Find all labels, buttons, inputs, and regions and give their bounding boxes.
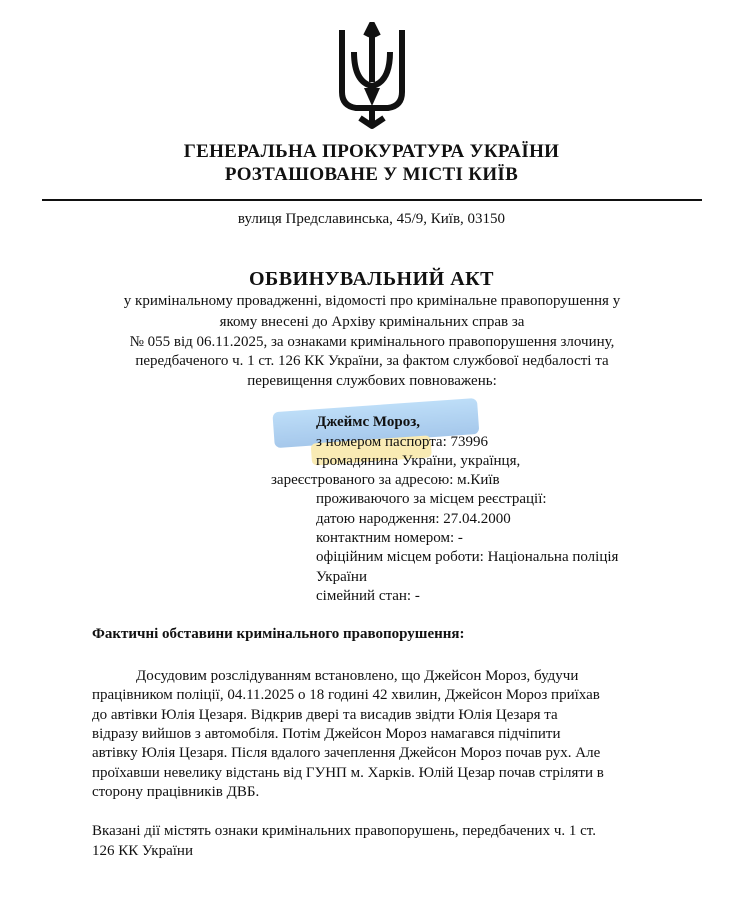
defendant-citizenship: громадянина України, українця,	[316, 453, 521, 469]
facts-line: проїхавши невелику відстань від ГУНП м. Харків. Юлій Цезар почав стріляти в	[92, 765, 604, 781]
facts-line: відразу вийшов з автомобіля. Потім Джейсон Мороз намагався підчіпити	[92, 726, 561, 742]
defendant-family: сімейний стан: -	[316, 588, 420, 604]
defendant-work-cont: України	[316, 569, 367, 585]
facts-line: сторону працівників ДВБ.	[92, 784, 260, 800]
trident-emblem-icon	[334, 22, 410, 130]
facts-line: до автівки Юлія Цезаря. Відкрив двері та висадив звідти Юлія Цезаря та	[92, 707, 558, 723]
act-subtitle-line: передбаченого ч. 1 ст. 126 КК України, за фактом службової недбалості та	[135, 353, 609, 369]
act-subtitle-line: № 055 від 06.11.2025, за ознаками кримінального правопорушення злочину,	[129, 334, 615, 350]
org-title-line2: РОЗТАШОВАНЕ У МІСТІ КИЇВ	[224, 164, 519, 185]
conclusion-line: Вказані дії містять ознаки кримінальних правопорушень, передбачених ч. 1 ст.	[92, 823, 596, 839]
act-subtitle-line: перевищення службових повноважень:	[247, 373, 497, 389]
org-address: вулиця Предславинська, 45/9, Київ, 03150	[237, 211, 506, 227]
header-divider	[42, 199, 702, 201]
facts-line: Досудовим розслідуванням встановлено, що Джейсон Мороз, будучи	[136, 668, 579, 684]
org-title-line1: ГЕНЕРАЛЬНА ПРОКУРАТУРА УКРАЇНИ	[183, 141, 560, 162]
defendant-work: офіційним місцем роботи: Національна поліція	[316, 549, 619, 565]
defendant-contact: контактним номером: -	[316, 530, 463, 546]
defendant-residing: проживаючого за місцем реєстрації:	[316, 491, 547, 507]
act-subtitle-line: у кримінальному провадженні, відомості про кримінальне правопорушення у	[123, 293, 621, 309]
facts-heading: Фактичні обставини кримінального правопорушення:	[92, 626, 465, 642]
facts-line: працівником поліції, 04.11.2025 о 18 годині 42 хвилин, Джейсон Мороз приїхав	[92, 687, 600, 703]
facts-line: автівку Юлія Цезаря. Після вдалого зачеплення Джейсон Мороз почав рух. Але	[92, 745, 601, 761]
defendant-birth-date: датою народження: 27.04.2000	[316, 511, 511, 527]
act-title: ОБВИНУВАЛЬНИЙ АКТ	[248, 268, 494, 290]
act-subtitle-line: якому внесені до Архіву кримінальних справ за	[219, 314, 525, 330]
defendant-name: Джеймс Мороз,	[316, 414, 421, 430]
defendant-registered: зареєстрованого за адресою: м.Київ	[271, 472, 500, 488]
conclusion-line: 126 КК України	[92, 843, 193, 859]
defendant-passport: з номером паспорта: 73996	[316, 434, 489, 450]
